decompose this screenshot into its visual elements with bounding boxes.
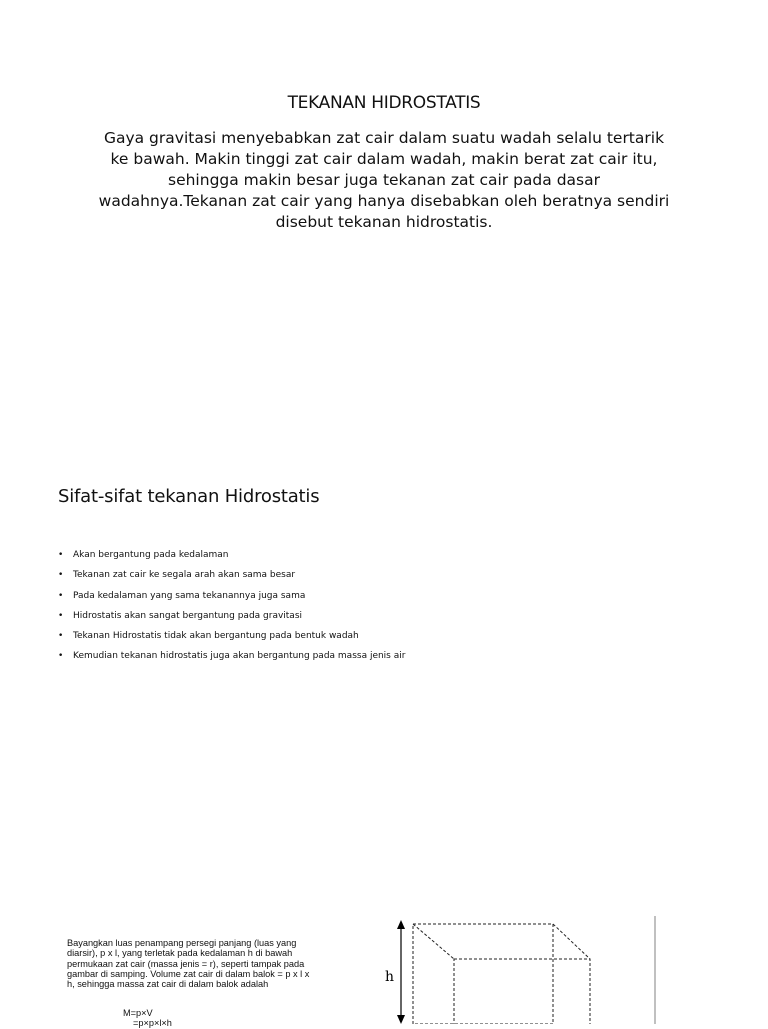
properties-list bbox=[58, 549, 405, 671]
formula-line: =p×p×l×h bbox=[133, 1018, 172, 1029]
derivation-text: Bayangkan luas penampang persegi panjang (luas yang diarsir), p x l, yang terletak pada kedalaman h di bawah permukaan zat cair (massa jenis = r), seperti tampak pada gambar di samping. Volume zat cair di dalam balok = p x l x h, sehingga massa zat cair di dalam balok adalah bbox=[67, 938, 310, 990]
list-item: • Tekanan zat cair ke segala arah akan sama besar bbox=[58, 569, 405, 589]
arrow-head-down bbox=[397, 1015, 405, 1024]
formula-line: M=p×V bbox=[123, 1008, 153, 1018]
list-item: • Pada kedalaman yang sama tekanannya juga sama bbox=[58, 590, 405, 610]
dashed-box bbox=[413, 924, 590, 1024]
list-item: • Hidrostatis akan sangat bergantung pada gravitasi bbox=[58, 610, 405, 630]
list-item: • Akan bergantung pada kedalaman bbox=[58, 549, 405, 569]
arrow-head-up bbox=[397, 920, 405, 929]
intro-paragraph: Gaya gravitasi menyebabkan zat cair dalam suatu wadah selalu tertarik ke bawah. Makin tinggi zat cair dalam wadah, makin berat zat cair itu, sehingga makin besar juga tekanan zat cair pada dasar wadahnya.Tekanan zat cair yang hanya disebabkan oleh beratnya sendiri disebut tekanan hidrostatis. bbox=[98, 129, 670, 231]
list-item: • Kemudian tekanan hidrostatis juga akan bergantung pada massa jenis air bbox=[58, 650, 405, 670]
box-diagram bbox=[380, 912, 670, 1024]
page-title: TEKANAN HIDROSTATIS bbox=[287, 93, 481, 113]
height-label: h bbox=[385, 969, 395, 985]
mass-formula bbox=[123, 1008, 172, 1029]
properties-heading: Sifat-sifat tekanan Hidrostatis bbox=[58, 486, 320, 507]
list-item: • Tekanan Hidrostatis tidak akan bergantung pada bentuk wadah bbox=[58, 630, 405, 650]
